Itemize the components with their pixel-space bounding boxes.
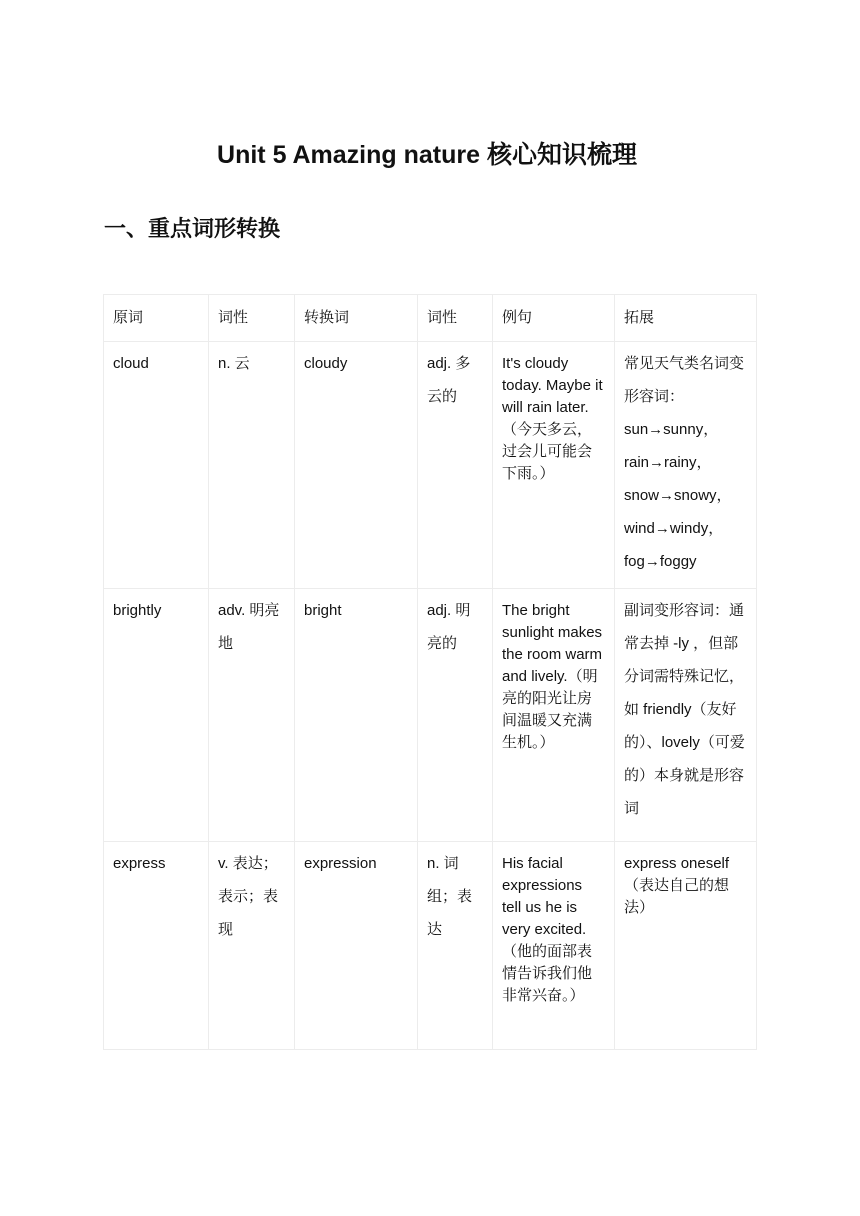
header-extension: 拓展 — [615, 295, 757, 342]
cell-converted-part-of-speech — [418, 589, 493, 842]
cell-converted-part-of-speech — [418, 842, 493, 1050]
pos-text: v. 表达；表示；表现 — [218, 855, 279, 938]
cell-part-of-speech — [209, 342, 295, 589]
table-header-row — [104, 295, 757, 342]
section-heading: 一、重点词形转换 — [104, 216, 281, 241]
cell-example-sentence: His facial expressions tell us he is very excited.（他的面部表情告诉我们他非常兴奋。） — [493, 842, 615, 1050]
header-example-sentence: 例句 — [493, 295, 615, 342]
cell-converted-part-of-speech — [418, 342, 493, 589]
header-converted-part-of-speech: 词性 — [418, 295, 493, 342]
table-row — [104, 589, 757, 842]
cell-part-of-speech — [209, 842, 295, 1050]
converted-pos-text: n. 词组；表达 — [427, 855, 473, 938]
converted-pos-text: adj. 明亮的 — [427, 602, 471, 652]
cell-extension — [615, 342, 757, 589]
cell-part-of-speech — [209, 589, 295, 842]
cell-extension — [615, 589, 757, 842]
cell-original-word: brightly — [104, 589, 209, 842]
pos-text: n. 云 — [218, 355, 250, 372]
header-original-word: 原词 — [104, 295, 209, 342]
pos-text: adv. 明亮地 — [218, 602, 280, 652]
header-part-of-speech: 词性 — [209, 295, 295, 342]
cell-converted-word: cloudy — [295, 342, 418, 589]
cell-extension: express oneself（表达自己的想法） — [615, 842, 757, 1050]
extension-text: 副词变形容词：通常去掉 -ly ，但部分词需特殊记忆，如 friendly（友好的）、lovely（可爱的）本身就是形容词 — [624, 602, 745, 817]
extension-text: 常见天气类名词变形容词：sun→sunny，rain→rainy，snow→snowy，wind→windy，fog→foggy — [624, 355, 745, 570]
page-title: Unit 5 Amazing nature 核心知识梳理 — [217, 141, 637, 169]
header-converted-word: 转换词 — [295, 295, 418, 342]
cell-converted-word: bright — [295, 589, 418, 842]
table-row — [104, 842, 757, 1050]
word-form-table — [103, 294, 757, 1050]
cell-original-word: express — [104, 842, 209, 1050]
table-row — [104, 342, 757, 589]
cell-converted-word: expression — [295, 842, 418, 1050]
cell-example-sentence: It's cloudy today. Maybe it will rain later.（今天多云，过会儿可能会下雨。） — [493, 342, 615, 589]
converted-pos-text: adj. 多云的 — [427, 355, 471, 405]
cell-original-word: cloud — [104, 342, 209, 589]
cell-example-sentence: The bright sunlight makes the room warm and lively.（明亮的阳光让房间温暖又充满生机。） — [493, 589, 615, 842]
